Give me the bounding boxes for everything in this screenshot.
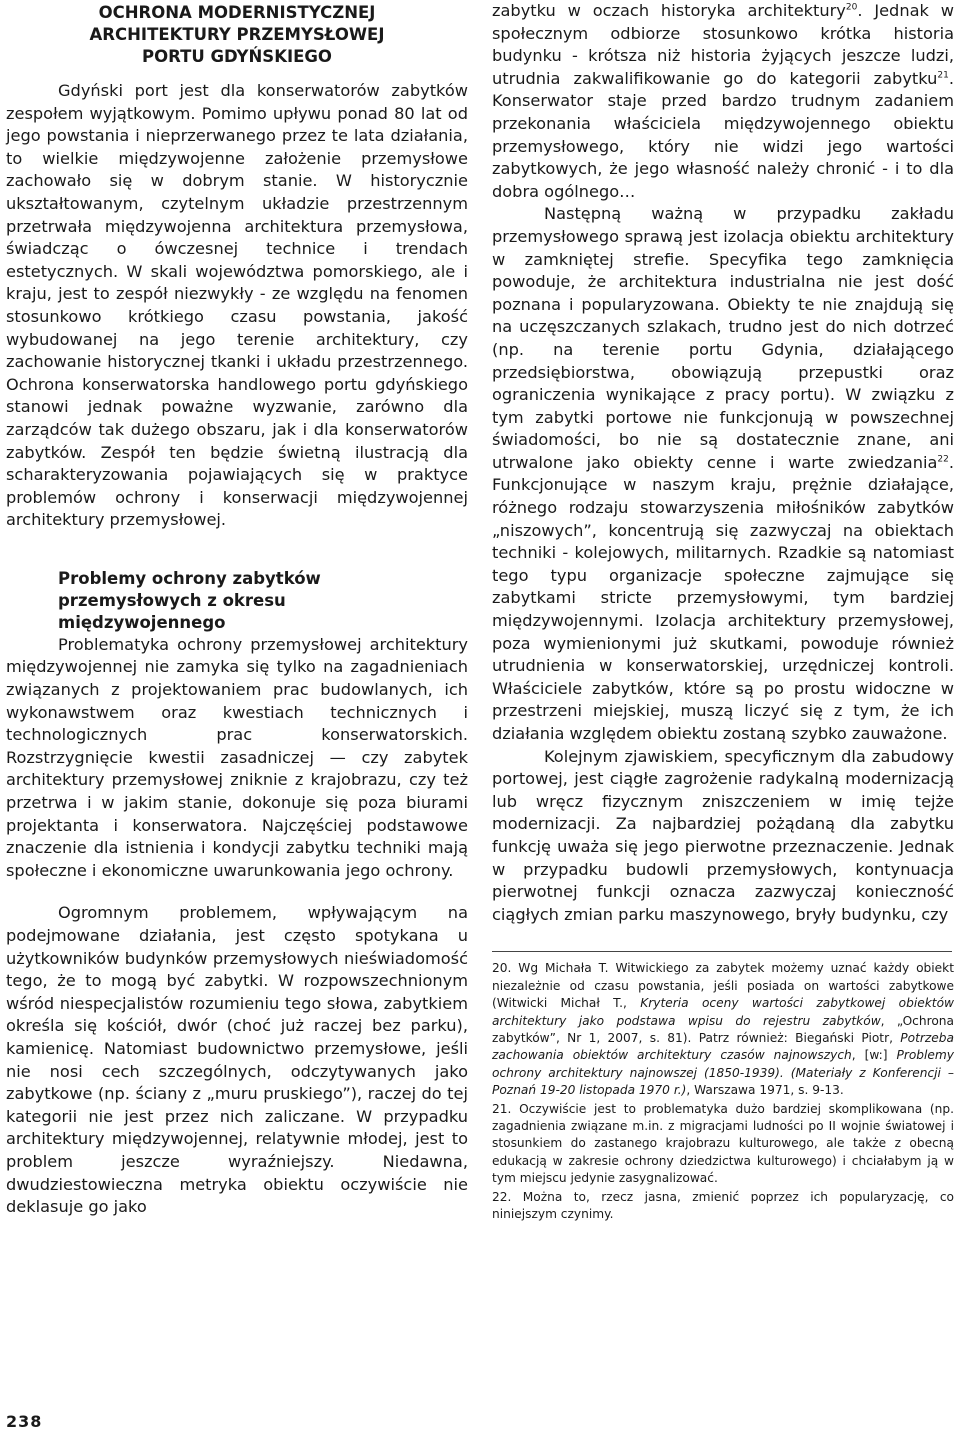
section-heading — [6, 568, 468, 634]
footnote-text: , [w:] — [851, 1048, 897, 1063]
footnote-21: 21. Oczywiście jest to problematyka dużo bardziej skomplikowana (np. zagadnienia związane m.in. z migracjami ludności po II wojnie światowej i stosunkiem do zastanego krajobrazu kulturowego, ale także z obecną edukacją w zakresie ochrony dziedzictwa kulturowego) i chciałabym ją w tym miejscu jedynie zasygnalizować. — [492, 1101, 954, 1186]
footnote-text: , Warszawa 1971, s. 9-13. — [686, 1083, 844, 1098]
footnote-22: 22. Można to, rzecz jasna, zmienić poprzez ich popularyzację, co niniejszym czynimy. — [492, 1189, 954, 1222]
footnote-italic: Kryteria oceny wartości zabytkowej obiektów architektury jako podstawa wpisu do rejestru zabytków — [492, 996, 954, 1028]
text-run: zabytku w oczach historyka architektury — [492, 1, 846, 20]
footnote-italic: Problemy ochrony architektury najnowszej (1850-1939). (Materiały z Konferencji – Poznań 19-20 listopada 1970 r.) — [492, 1048, 954, 1098]
text-run: Następną ważną w przypadku zakładu przemysłowego sprawą jest izolacja obiektu architektury w zamkniętej strefie. Specyfika tego zamknięcia powoduje, że architektura industrialna nie jest dość poznana i popularyzowana. Obiekty te nie znajdują się na uczęszczanych szlakach, trudno jest do nich dotrzeć (np. na terenie portu Gdynia, działającego przedsiębiorstwa, obowiązują przepustki oraz ograniczenia wynikające z pracy portu). W związku z tym zabytki portowe nie funkcjonują w powszechnej świadomości, bo nie są dostatecznie znane, ani utrwalone jako obiekty cenne i warte zwiedzania — [492, 204, 954, 472]
section-paragraph-2: Ogromnym problemem, wpływającym na podejmowane działania, jest często spotykana u użytkowników budynków przemysłowych nieświadomość tego, że to mogą być zabytki. W rozpowszechnionym wśród niespecjalistów rozumieniu tego słowa, zabytkiem określa się kościół, dwór (choć już raczej bez parku), kamienicę. Natomiast budownictwo przemysłowe, jeśli nie nosi cech szczególnych, odczytywanych jako zabytkowe (np. ściany z „muru pruskiego”), raczej do tej kategorii nie jest przez nich zaliczane. W przypadku architektury międzywojennej, relatywnie młodej, jest to problem jeszcze wyraźniejszy. Niedawna, dwudziestowieczna metryka obiektu oczywiście nie deklasuje go jako — [6, 903, 468, 1217]
footnote-italic: Potrzeba zachowania obiektów architektury czasów najnowszych — [492, 1030, 954, 1063]
text-run: . Funkcjonujące w naszym kraju, prężnie działające, różnego rodzaju stowarzyszenia miłośników zabytków „niszowych”, koncentrują się zazwyczaj na obiektach techniki - kolejowych, militarnych. Rzadkie są natomiast tego typu organizacje społeczne zajmujące się zabytkami stricte przemysłowymi, tym bardziej międzywojennymi. Izolacja architektury przemysłowej, poza wymienionymi już skutkami, powoduje również utrudnienia w konserwatorskiej, urzędniczej kontroli. Właściciele zabytków, które są po prostu widoczne w przestrzeni miejskiej, muszą liczyć się z tym, że ich działania względem obiektu zostaną szybko zauważone. — [492, 452, 954, 743]
footnote-ref-20: 20 — [845, 2, 858, 13]
right-paragraph-3: Kolejnym zjawiskiem, specyficznym dla zabudowy portowej, jest ciągłe zagrożenie radykalną modernizacją lub wręcz fizycznym zniszczeniem w imię tejże modernizacji. Za najbardziej pożądaną dla zabytku funkcję uważa się jego pierwotne przeznaczenie. Jednak w przypadku budowli przemysłowych, kontynuacja pierwotnej funkcji oznacza zazwyczaj konieczność ciągłych zmian parku maszynowego, bryły budynku, czy — [492, 746, 954, 924]
title-line: ARCHITEKTURY PRZEMYSŁOWEJ — [89, 25, 385, 44]
section-paragraph-1: Problematyka ochrony przemysłowej architektury międzywojennej nie zamyka się tylko na zagadnieniach związanych z projektowaniem prac budowlanych, ich wykonawstwem oraz kwestiach technicznych i technologicznych prac konserwatorskich. Rozstrzygnięcie kwestii zasadniczej — czy zabytek architektury przemysłowej zniknie z krajobrazu, czy też przetrwa i w jakim stanie, dokonuje się poza biurami projektanta i konserwatora. Najczęściej podstawowe znaczenie dla istnienia i kondycji zabytku techniki mają społeczne i ekonomiczne uwarunkowania jego ochrony. — [6, 634, 468, 880]
heading-line: przemysłowych z okresu — [58, 590, 286, 610]
footnote-separator — [492, 951, 952, 952]
text-run: . Jednak w społecznym odbiorze stosunkowo krótka historia budynku - krótsza niż historia żyjących jeszcze ludzi, utrudnia zakwalifikowanie go do kategorii zabytku — [492, 1, 954, 88]
footnote-text: 20. Wg Michała T. Witwickiego za zabytek możemy uznać każdy obiekt niezależnie od czasu powstania, jeśli posiada on wartości zabytkowe (Witwicki Michał T., — [492, 961, 954, 1011]
footnote-text: , „Ochrona zabytków”, Nr 1, 2007, s. 81). Patrz również: Biegański Piotr, — [492, 1013, 954, 1045]
footnote-20 — [492, 960, 954, 1099]
left-column — [6, 0, 468, 1219]
right-column — [492, 0, 954, 1224]
right-paragraph-1 — [492, 0, 954, 203]
text-run: . Konserwator staje przed bardzo trudnym zadaniem przekonania właściciela międzywojennego obiektu przemysłowego, który nie widzi jego wartości zabytkowych, że jego własność należy chronić - i to dla dobra ogólnego… — [492, 68, 954, 201]
footnote-ref-21: 21 — [937, 70, 949, 81]
page-number: 238 — [6, 1412, 43, 1431]
title-line: PORTU GDYŃSKIEGO — [142, 47, 332, 66]
title-line: OCHRONA MODERNISTYCZNEJ — [98, 3, 376, 22]
intro-paragraph: Gdyński port jest dla konserwatorów zabytków zespołem wyjątkowym. Pomimo upływu ponad 80 lat od jego powstania i nieprzerwanego przez te lata działania, to wielkie międzywojenne założenie przemysłowe zachowało się w dobrym stanie. W historycznie ukształtowanym, czytelnym układzie przestrzennym przetrwała międzywojenna architektura przemysłowa, świadcząc o ówczesnej technice i trendach estetycznych. W skali województwa pomorskiego, ale i kraju, jest to zespół niezwykły - ze względu na fenomen stosunkowo krótkiego czasu powstania, jakość wybudowanej na jego terenie architektury, czy zachowanie historycznej tkanki i układu przestrzennego. Ochrona konserwatorska handlowego portu gdyńskiego stanowi jednak poważne wyzwanie, zarówno dla zarządców tak dużego obszaru, jak i dla konserwatorów zabytków. Zespół ten będzie świetną ilustracją dla scharakteryzowania pojawiających się w praktyce problemów ochrony i konserwacji międzywojennej architektury przemysłowej. — [6, 81, 468, 530]
footnote-ref-22: 22 — [937, 454, 949, 465]
heading-line: Problemy ochrony zabytków — [58, 568, 321, 588]
right-paragraph-2 — [492, 203, 954, 745]
article-title — [6, 0, 468, 68]
heading-line: międzywojennego — [58, 612, 226, 632]
